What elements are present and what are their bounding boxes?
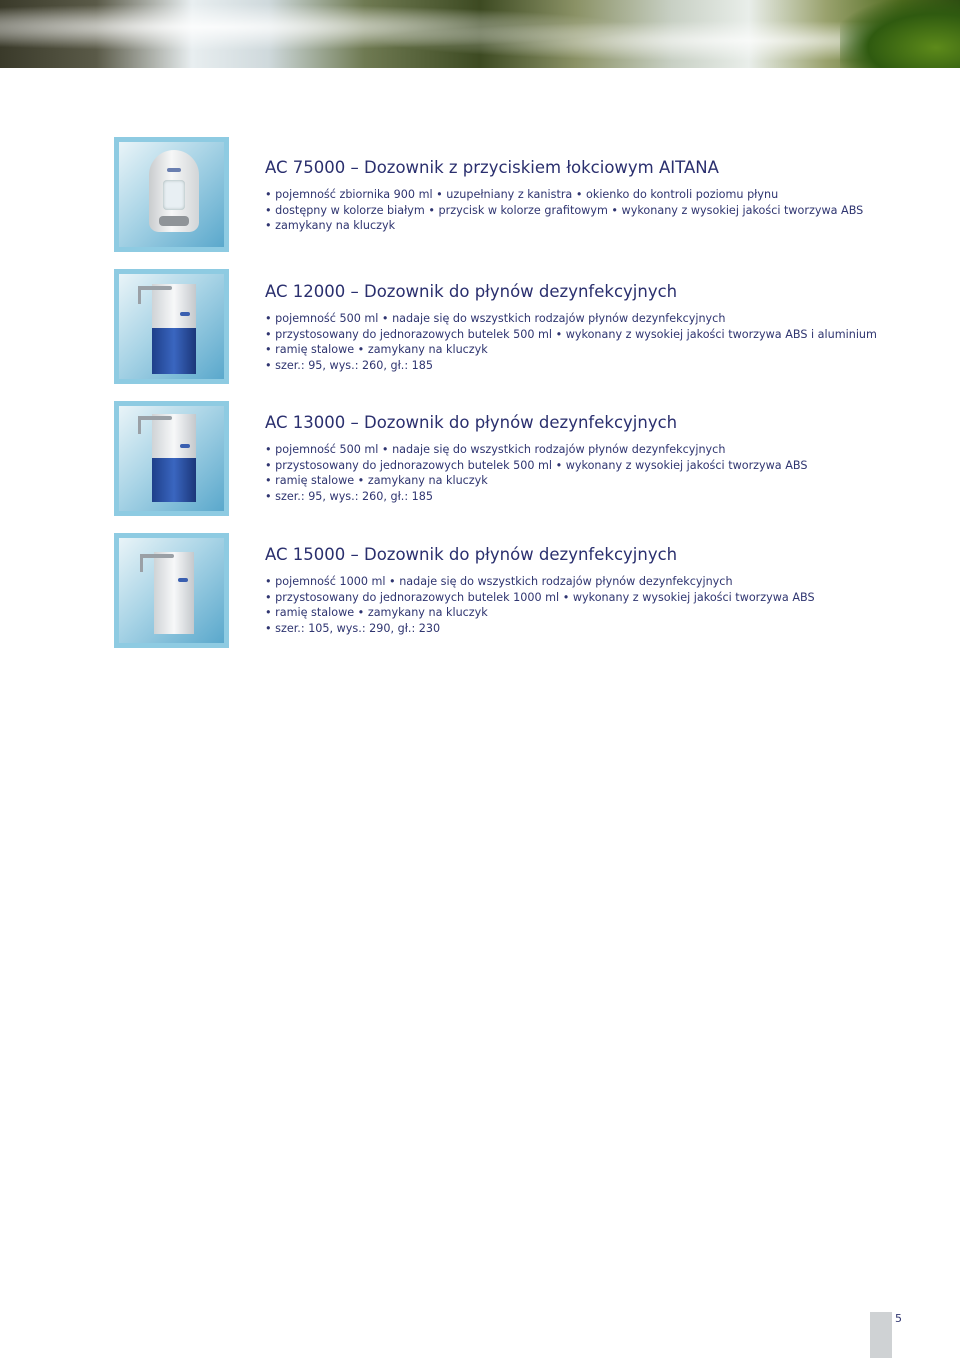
spec-line: • ramię stalowe • zamykany na kluczyk — [265, 474, 488, 487]
product-title: AC 15000 – Dozownik do płynów dezynfekcyjnych — [265, 545, 678, 564]
spec-line: • przystosowany do jednorazowych butelek 500 ml • wykonany z wysokiej jakości tworzywa ABS i aluminium — [265, 327, 877, 341]
spec-line: • ramię stalowe • zamykany na kluczyk — [265, 343, 488, 356]
spec-line: • pojemność 1000 ml • nadaje się do wszystkich rodzajów płynów dezynfekcyjnych — [265, 575, 733, 588]
product-photo — [114, 533, 229, 648]
spec-line: • szer.: 95, wys.: 260, gł.: 185 — [265, 358, 434, 372]
dispenser-illustration — [149, 150, 199, 232]
product-title: AC 12000 – Dozownik do płynów dezynfekcyjnych — [265, 282, 678, 301]
product-photo — [114, 401, 229, 516]
spec-line: • dostępny w kolorze białym • przycisk w kolorze grafitowym • wykonany z wysokiej jakości tworzywa ABS — [265, 203, 864, 217]
spec-line: • przystosowany do jednorazowych butelek 500 ml • wykonany z wysokiej jakości tworzywa ABS — [265, 458, 808, 472]
header-waterfall-image — [0, 0, 960, 68]
dispenser-illustration — [152, 284, 196, 374]
spec-line: • pojemność 500 ml • nadaje się do wszystkich rodzajów płynów dezynfekcyjnych — [265, 443, 726, 456]
product-title: AC 75000 – Dozownik z przyciskiem łokciowym AITANA — [265, 158, 719, 177]
spec-line: • ramię stalowe • zamykany na kluczyk — [265, 606, 488, 619]
spec-line: • pojemność zbiornika 900 ml • uzupełniany z kanistra • okienko do kontroli poziomu płynu — [265, 188, 779, 201]
product-title: AC 13000 – Dozownik do płynów dezynfekcyjnych — [265, 413, 678, 432]
spec-line: • szer.: 95, wys.: 260, gł.: 185 — [265, 489, 434, 503]
product-photo — [114, 137, 229, 252]
spec-line: • szer.: 105, wys.: 290, gł.: 230 — [265, 621, 441, 635]
page-number: 5 — [895, 1312, 902, 1325]
dispenser-illustration — [152, 414, 196, 502]
spec-line: • przystosowany do jednorazowych butelek 1000 ml • wykonany z wysokiej jakości tworzywa ABS — [265, 590, 815, 604]
dispenser-illustration — [154, 552, 194, 634]
product-photo — [114, 269, 229, 384]
page-tab-marker — [870, 1312, 892, 1358]
spec-line: • zamykany na kluczyk — [265, 219, 396, 232]
spec-line: • pojemność 500 ml • nadaje się do wszystkich rodzajów płynów dezynfekcyjnych — [265, 312, 726, 325]
